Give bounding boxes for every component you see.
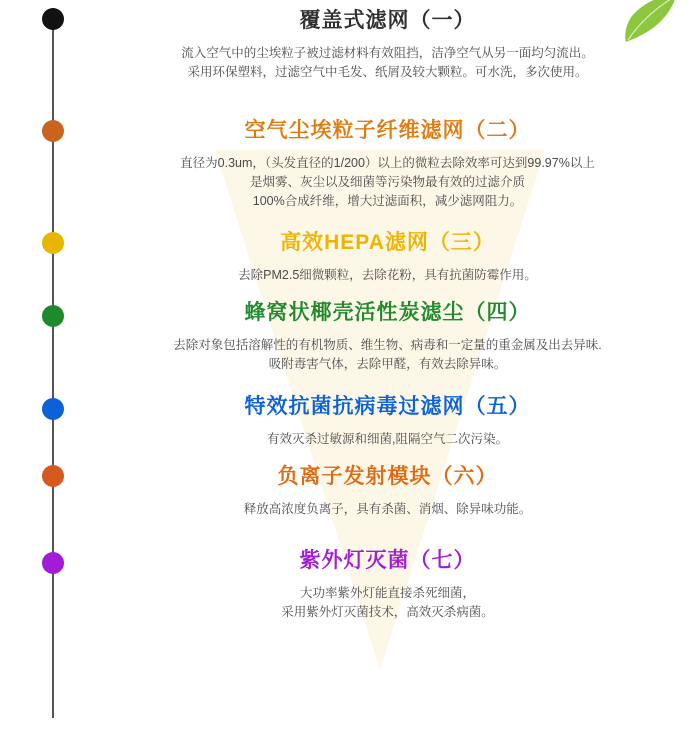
timeline-dot-7	[42, 552, 64, 574]
section-4-title: 蜂窝状椰壳活性炭滤尘（四）	[244, 301, 531, 324]
section-2-body: 直径为0.3um，（头发直径的1/200）以上的微粒去除效率可达到99.97%以上 是烟雾、灰尘以及细菌等污染物最有效的过滤介质 100%合成纤维，增大过滤面积，减少滤网阻力。	[180, 156, 595, 208]
section-1-title: 覆盖式滤网（一）	[299, 9, 476, 32]
section-1-body: 流入空气中的尘埃粒子被过滤材料有效阻挡，洁净空气从另一面均匀流出。 采用环保塑料，过滤空气中毛发、纸屑及较大颗粒。可水洗，多次使用。	[181, 46, 594, 79]
section-4-body: 去除对象包括溶解性的有机物质、维生物、病毒和一定量的重金属及出去异味. 吸附毒害气体，去除甲醛，有效去除异味。	[173, 338, 602, 371]
section-1	[75, 6, 700, 82]
timeline-line	[52, 8, 54, 718]
section-5	[75, 392, 700, 449]
timeline-dot-5	[42, 398, 64, 420]
section-2-title: 空气尘埃粒子纤维滤网（二）	[244, 119, 531, 142]
timeline-dot-3	[42, 232, 64, 254]
timeline-dot-1	[42, 8, 64, 30]
section-6	[75, 462, 700, 519]
section-6-body: 释放高浓度负离子，具有杀菌、消烟、除异味功能。	[243, 502, 532, 516]
timeline-dot-4	[42, 305, 64, 327]
timeline	[0, 0, 110, 751]
section-2	[75, 116, 700, 211]
section-3	[75, 228, 700, 285]
section-4	[75, 298, 700, 374]
section-3-body: 去除PM2.5细微颗粒，去除花粉，具有抗菌防霉作用。	[238, 268, 537, 282]
section-7-body: 大功率紫外灯能直接杀死细菌， 采用紫外灯灭菌技术，高效灭杀病菌。	[281, 586, 494, 619]
timeline-dot-2	[42, 120, 64, 142]
timeline-dot-6	[42, 465, 64, 487]
section-5-body: 有效灭杀过敏源和细菌,阻隔空气二次污染。	[267, 432, 508, 446]
section-7-title: 紫外灯灭菌（七）	[299, 549, 476, 572]
section-7	[75, 546, 700, 622]
section-6-title: 负离子发射模块（六）	[277, 465, 498, 488]
section-3-title: 高效HEPA滤网（三）	[280, 231, 495, 254]
section-5-title: 特效抗菌抗病毒过滤网（五）	[244, 395, 531, 418]
